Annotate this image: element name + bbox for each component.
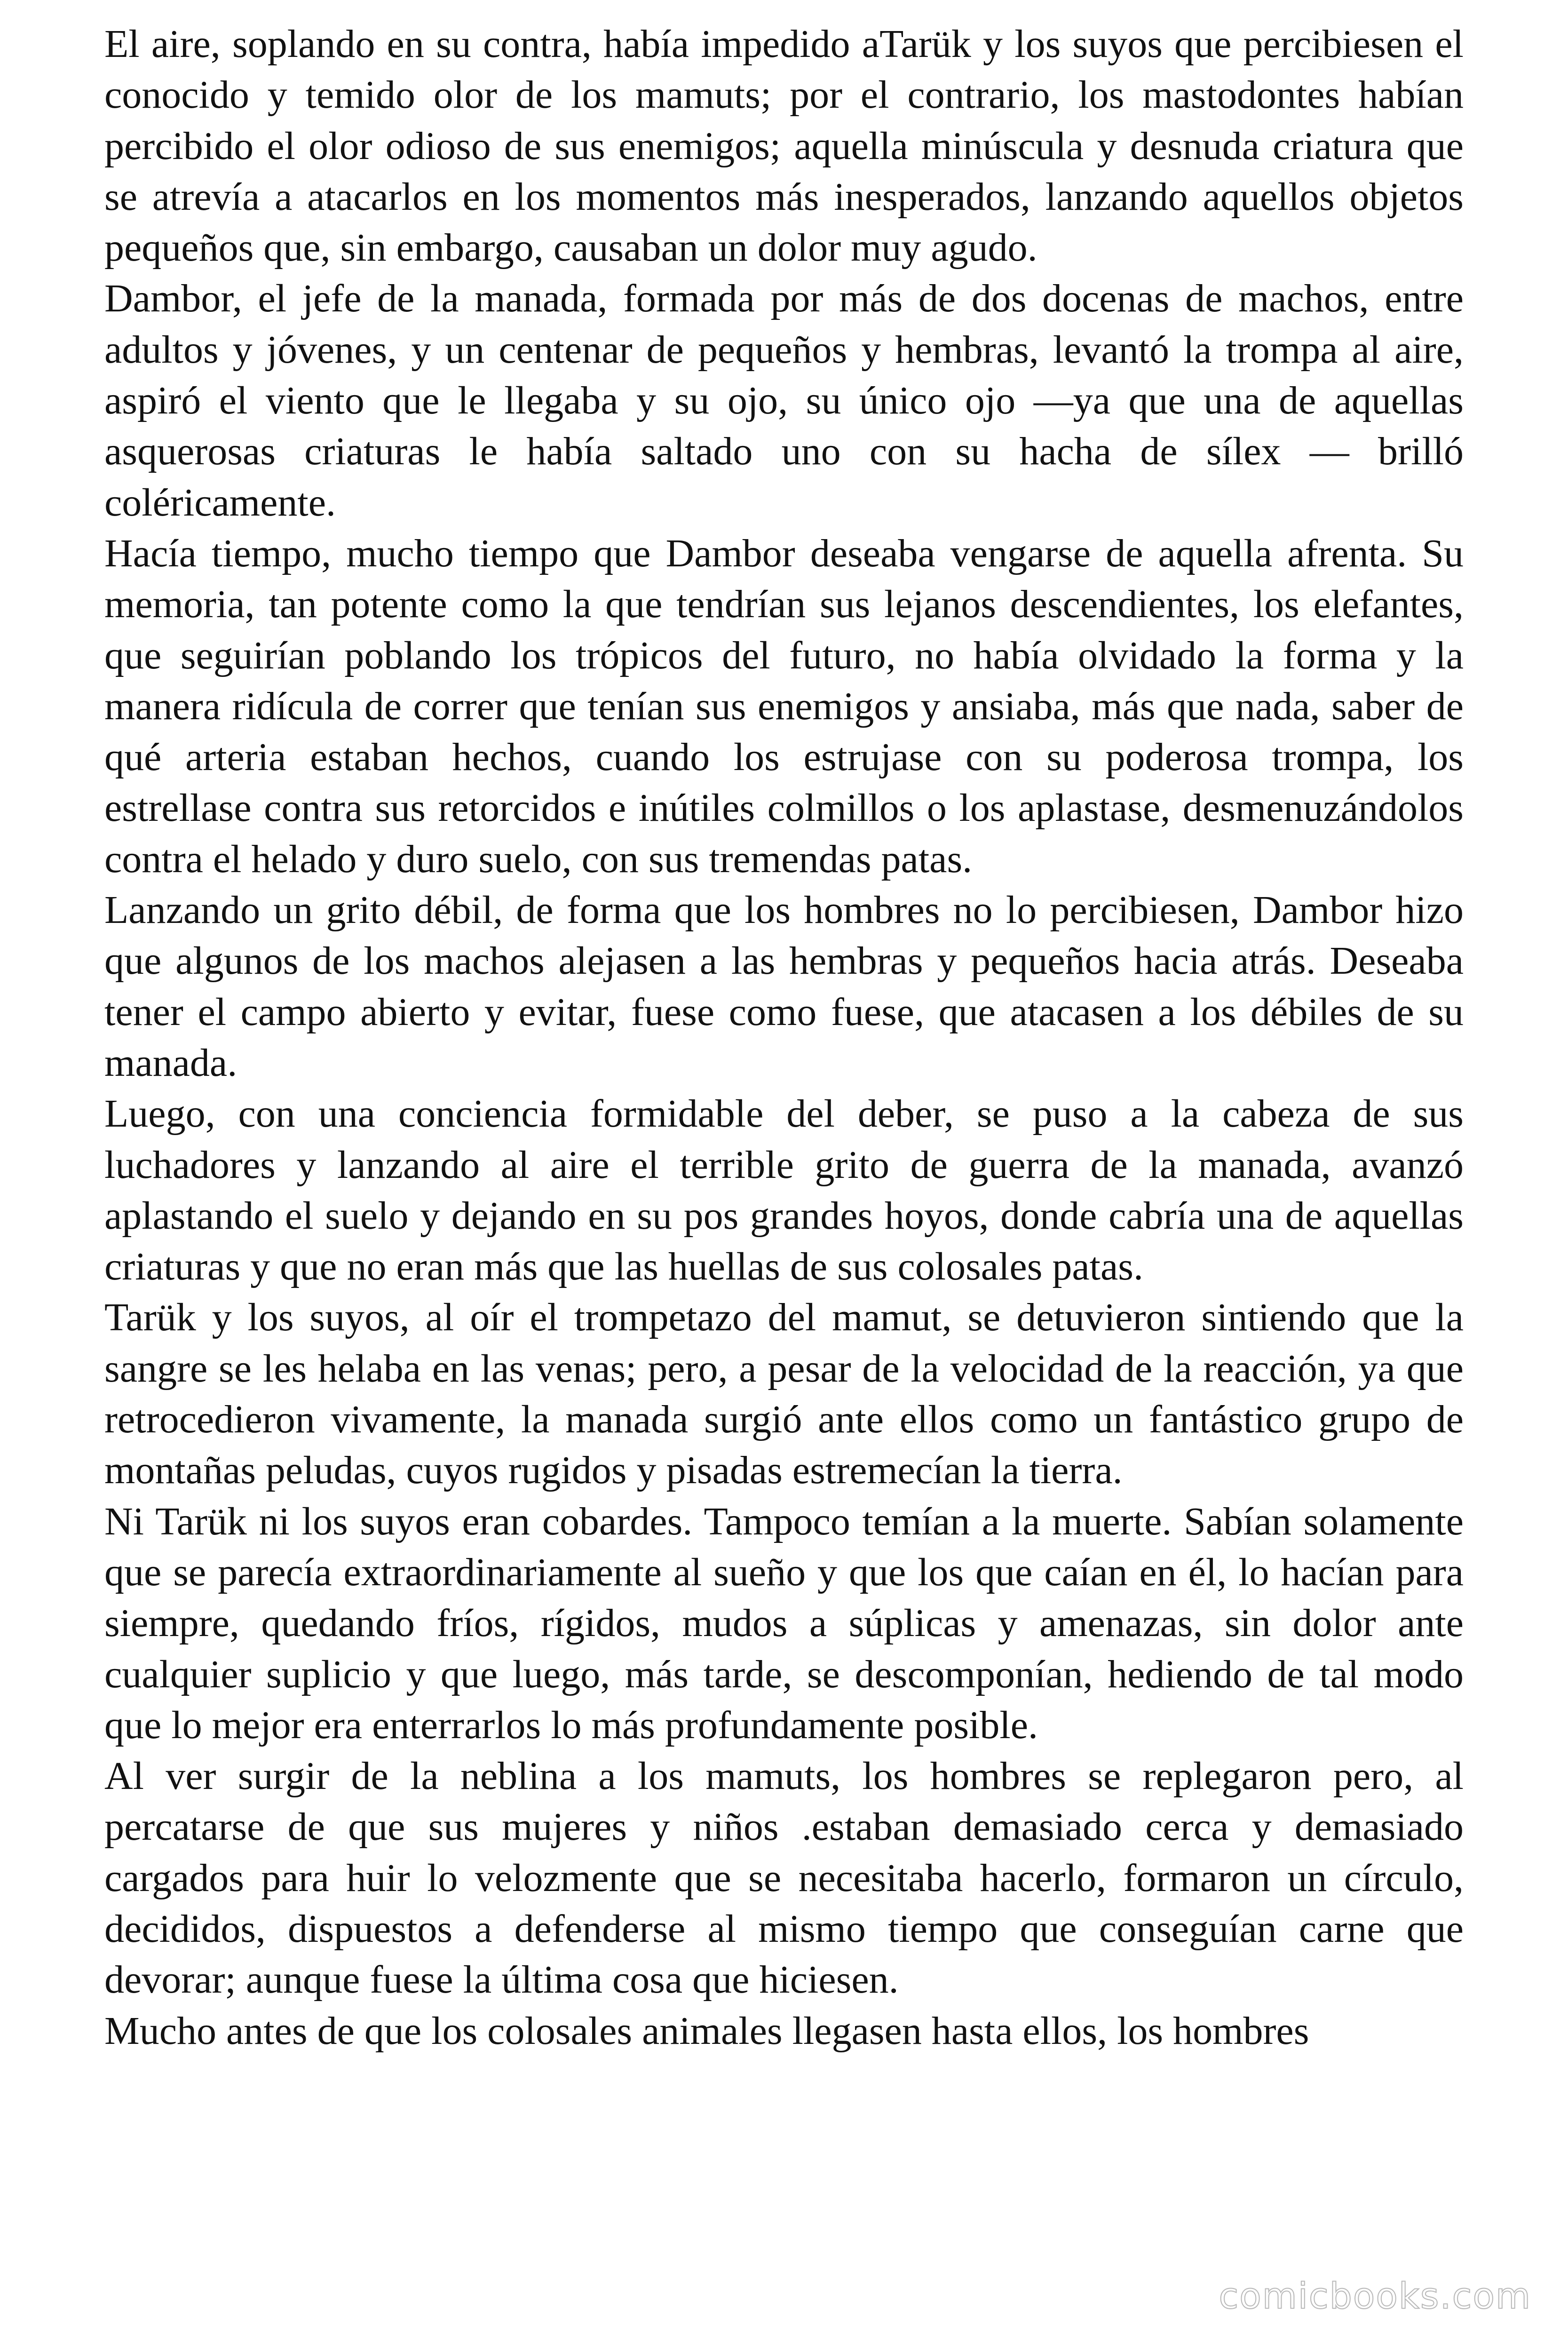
paragraph-5: Luego, con una conciencia formidable del deber, se puso a la cabeza de sus luchadores y lanzando al aire el terrible grito de guerra de la manada, avanzó aplastando el suelo y dejando en su pos grandes hoyos, donde cabría una de aquellas criaturas y que no eran más que las huellas de sus colosales patas. (104, 1092, 1464, 1289)
book-page-text (104, 19, 1464, 2057)
paragraph-6: Tarük y los suyos, al oír el trompetazo del mamut, se detuvieron sintiendo que la sangre se les helaba en las venas; pero, a pesar de la velocidad de la reacción, ya que retrocedieron vivamente, la manada surgió ante ellos como un fantástico grupo de montañas peludas, cuyos rugidos y pisadas estremecían la tierra. (104, 1295, 1464, 1493)
paragraph-4: Lanzando un grito débil, de forma que los hombres no lo percibiesen, Dambor hizo que algunos de los machos alejasen a las hembras y pequeños hacia atrás. Deseaba tener el campo abierto y evitar, fuese como fuese, que atacasen a los débiles de su manada. (104, 888, 1464, 1085)
paragraph-9: Mucho antes de que los colosales animales llegasen hasta ellos, los hombres (104, 2009, 1309, 2053)
paragraph-7: Ni Tarük ni los suyos eran cobardes. Tampoco temían a la muerte. Sabían solamente que se parecía extraordinariamente al sueño y que los que caían en él, lo hacían para siempre, quedando fríos, rígidos, mudos a súplicas y amenazas, sin dolor ante cualquier suplicio y que luego, más tarde, se descomponían, hediendo de tal modo que lo mejor era enterrarlos lo más profundamente posible. (104, 1499, 1464, 1747)
paragraph-1: El aire, soplando en su contra, había impedido aTarük y los suyos que percibiesen el conocido y temido olor de los mamuts; por el contrario, los mastodontes habían percibido el olor odioso de sus enemigos; aquella minúscula y desnuda criatura que se atrevía a atacarlos en los momentos más inesperados, lanzando aquellos objetos pequeños que, sin embargo, causaban un dolor muy agudo. (104, 22, 1464, 270)
paragraph-8: Al ver surgir de la neblina a los mamuts, los hombres se replegaron pero, al percatarse de que sus mujeres y niños .estaban demasiado cerca y demasiado cargados para huir lo velozmente que se necesitaba hacerlo, formaron un círculo, decididos, dispuestos a defenderse al mismo tiempo que conseguían carne que devorar; aunque fuese la última cosa que hiciesen. (104, 1754, 1464, 2002)
paragraph-3: Hacía tiempo, mucho tiempo que Dambor deseaba vengarse de aquella afrenta. Su memoria, tan potente como la que tendrían sus lejanos descendientes, los elefantes, que seguirían poblando los trópicos del futuro, no había olvidado la forma y la manera ridícula de correr que tenían sus enemigos y ansiaba, más que nada, saber de qué arteria estaban hechos, cuando los estrujase con su poderosa trompa, los estrellase contra sus retorcidos e inútiles colmillos o los aplastase, desmenuzándolos contra el helado y duro suelo, con sus tremendas patas. (104, 531, 1464, 881)
paragraph-2: Dambor, el jefe de la manada, formada por más de dos docenas de machos, entre adultos y jóvenes, y un centenar de pequeños y hembras, levantó la trompa al aire, aspiró el viento que le llegaba y su ojo, su único ojo —ya que una de aquellas asquerosas criaturas le había saltado uno con su hacha de sílex — brilló coléricamente. (104, 277, 1464, 524)
watermark-logo: comicbooks.com (1219, 2275, 1531, 2317)
